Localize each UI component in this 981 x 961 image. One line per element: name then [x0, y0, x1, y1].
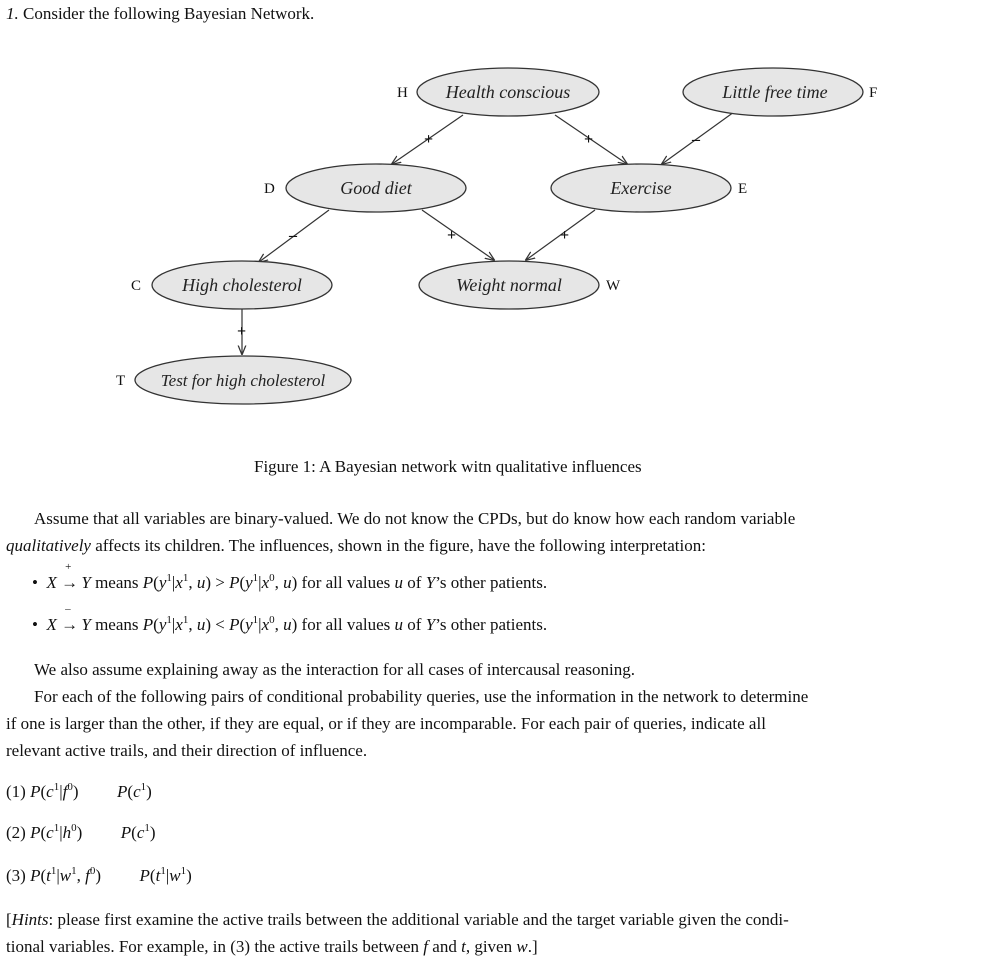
paragraph-3-line-3: relevant active trails, and their direction of influence.	[6, 741, 368, 760]
query-1: (1) $P(c^1|f^0)$ $P(c^1)$	[6, 781, 152, 801]
node-h-letter: H	[397, 85, 408, 101]
bullet-2-sign: –	[65, 603, 71, 615]
edge-sign-e-w: +	[560, 227, 570, 244]
edge-sign-h-e: +	[584, 131, 594, 148]
bullet-dot: •	[32, 615, 38, 634]
node-f-label: Little free time	[722, 82, 828, 102]
node-w-label: Weight normal	[456, 275, 562, 295]
node-t-label: Test for high cholesterol	[160, 371, 326, 390]
edge-sign-h-d: +	[424, 131, 434, 148]
paragraph-3-line-2: if one is larger than the other, if they are equal, or if they are incomparable. For each pair of queries, indicate all	[6, 714, 766, 733]
paragraph-3-line-1: For each of the following pairs of conditional probability queries, use the information in the network to determine	[34, 687, 809, 706]
paragraph-2: We also assume explaining away as the interaction for all cases of intercausal reasoning.	[34, 660, 635, 679]
question-intro: Consider the following Bayesian Network.	[23, 4, 315, 23]
paragraph-1-rest: affects its children. The influences, shown in the figure, have the following interpretation:	[95, 536, 706, 555]
hints-label: Hints	[11, 910, 49, 929]
node-c-letter: C	[131, 278, 142, 294]
hints-line-1: [Hints: please first examine the active trails between the additional variable and the target variable given the condi-	[6, 910, 789, 929]
node-e-letter: E	[738, 181, 748, 197]
paragraph-1-emphasis: qualitatively	[6, 536, 91, 555]
node-w-letter: W	[606, 278, 621, 294]
bayesian-network-diagram	[0, 55, 981, 415]
query-3: (3) $P(t^1|w^1$, $f^0$) $P(t^1|w^1)$	[6, 865, 192, 885]
edge-sign-f-e: –	[692, 131, 700, 148]
bullet-positive-influence: • X + → Y means $P(y^1|x^1$, $u) > P(y^1|x^0$, u) for all values u of Y’s other patients.	[32, 561, 548, 592]
node-e-label: Exercise	[610, 178, 672, 198]
figure-caption: Figure 1: A Bayesian network witn qualitative influences	[254, 457, 642, 476]
node-d-label: Good diet	[340, 178, 412, 198]
node-h-label: Health conscious	[445, 82, 571, 102]
bullet-1-tail: for all values	[301, 573, 391, 592]
edge-sign-c-t: +	[237, 323, 247, 340]
node-d-letter: D	[264, 181, 275, 197]
node-c-label: High cholesterol	[182, 275, 302, 295]
bullet-negative-influence: • X – → Y means $P(y^1|x^1$, $u) < P(y^1|x^0$, u) for all values u of Y’s other patients.	[32, 603, 548, 634]
edge-sign-d-c: –	[289, 227, 297, 244]
edge-d-w	[422, 210, 494, 260]
bullet-dot: •	[32, 573, 38, 592]
paragraph-1-line-1: Assume that all variables are binary-valued. We do not know the CPDs, but do know how each random variable	[34, 509, 796, 528]
edge-sign-d-w: +	[447, 227, 457, 244]
bullet-1-sign: +	[65, 561, 72, 573]
hints-line-2: tional variables. For example, in (3) the active trails between f and t, given w.]	[6, 937, 538, 956]
query-2: (2) $P(c^1|h^0)$ $P(c^1)$	[6, 822, 156, 842]
node-t-letter: T	[116, 373, 126, 389]
node-f-letter: F	[869, 85, 878, 101]
question-number: 1.	[6, 4, 19, 23]
question-header	[6, 4, 314, 24]
bullet-2-tail: for all values	[301, 615, 391, 634]
paragraph-1-line-2	[6, 532, 706, 559]
bullet-2-means: means	[95, 615, 139, 634]
bullet-1-means: means	[95, 573, 139, 592]
